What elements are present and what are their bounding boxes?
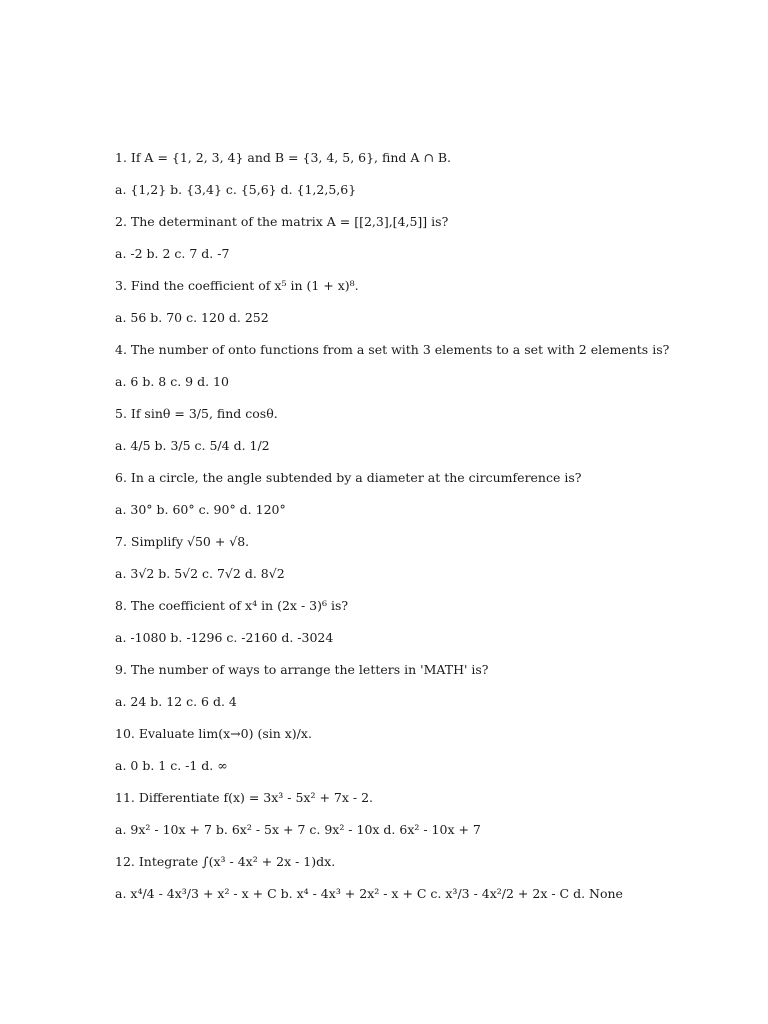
question-12-options: a. x⁴/4 - 4x³/3 + x² - x + C b. x⁴ - 4x³ + 2x² - x + C c. x³/3 - 4x²/2 + 2x - C d. None — [115, 886, 623, 901]
question-6-options: a. 30° b. 60° c. 90° d. 120° — [115, 502, 286, 517]
question-7: 7. Simplify √50 + √8. — [115, 534, 250, 549]
question-11-options: a. 9x² - 10x + 7 b. 6x² - 5x + 7 c. 9x² - 10x d. 6x² - 10x + 7 — [115, 822, 481, 837]
question-3: 3. Find the coefficient of x⁵ in (1 + x)⁸. — [115, 278, 359, 293]
question-2: 2. The determinant of the matrix A = [[2,3],[4,5]] is? — [115, 214, 449, 229]
question-8-options: a. -1080 b. -1296 c. -2160 d. -3024 — [115, 630, 334, 645]
question-5: 5. If sinθ = 3/5, find cosθ. — [115, 406, 278, 421]
question-list — [115, 146, 755, 914]
question-8: 8. The coefficient of x⁴ in (2x - 3)⁶ is? — [115, 598, 349, 613]
question-9-options: a. 24 b. 12 c. 6 d. 4 — [115, 694, 237, 709]
question-9: 9. The number of ways to arrange the letters in 'MATH' is? — [115, 662, 489, 677]
question-4-options: a. 6 b. 8 c. 9 d. 10 — [115, 374, 229, 389]
question-3-options: a. 56 b. 70 c. 120 d. 252 — [115, 310, 269, 325]
question-11: 11. Differentiate f(x) = 3x³ - 5x² + 7x - 2. — [115, 790, 374, 805]
question-4: 4. The number of onto functions from a set with 3 elements to a set with 2 elements is? — [115, 342, 670, 357]
question-5-options: a. 4/5 b. 3/5 c. 5/4 d. 1/2 — [115, 438, 270, 453]
question-10: 10. Evaluate lim(x→0) (sin x)/x. — [115, 726, 312, 741]
question-6: 6. In a circle, the angle subtended by a diameter at the circumference is? — [115, 470, 582, 485]
question-12: 12. Integrate ∫(x³ - 4x² + 2x - 1)dx. — [115, 854, 336, 869]
question-1: 1. If A = {1, 2, 3, 4} and B = {3, 4, 5, 6}, find A ∩ B. — [115, 150, 451, 165]
question-2-options: a. -2 b. 2 c. 7 d. -7 — [115, 246, 230, 261]
question-1-options: a. {1,2} b. {3,4} c. {5,6} d. {1,2,5,6} — [115, 182, 357, 197]
question-10-options: a. 0 b. 1 c. -1 d. ∞ — [115, 758, 228, 773]
question-7-options: a. 3√2 b. 5√2 c. 7√2 d. 8√2 — [115, 566, 285, 581]
